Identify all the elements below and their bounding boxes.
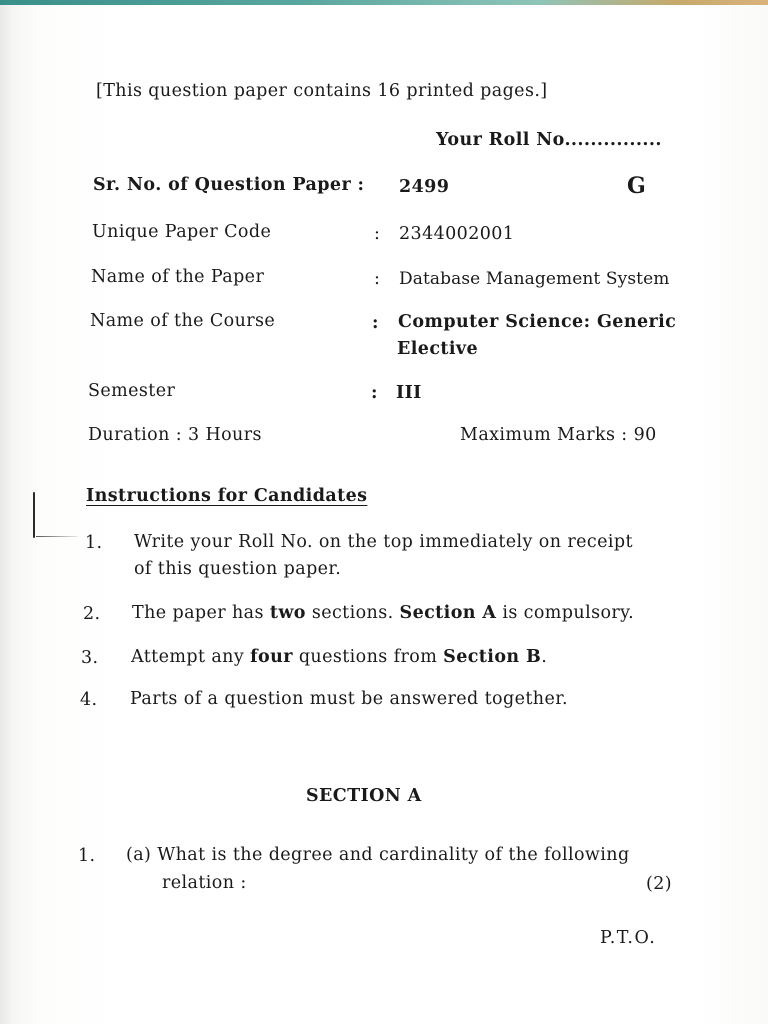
- instruction-3-text: Attempt any four questions from Section B.: [131, 647, 548, 667]
- paper-code-label: Unique Paper Code: [92, 222, 272, 242]
- instruction-1-number: 1.: [85, 533, 103, 553]
- margin-binding-mark: [33, 492, 35, 538]
- instruction-2-text: The paper has two sections. Section A is compulsory.: [132, 603, 635, 623]
- instruction-4-number: 4.: [80, 690, 98, 710]
- question-1a-line2: relation :: [162, 873, 247, 893]
- pto-note: P.T.O.: [600, 928, 657, 948]
- semester-colon: :: [371, 383, 378, 403]
- roll-number-field: Your Roll No...............: [436, 130, 662, 150]
- set-code: G: [627, 173, 647, 199]
- instruction-1-line2: of this question paper.: [134, 559, 342, 579]
- question-1-number: 1.: [78, 846, 96, 866]
- paper-name-label: Name of the Paper: [91, 267, 265, 287]
- question-1a-marks: (2): [646, 874, 672, 894]
- semester-label: Semester: [88, 381, 176, 401]
- instruction-3-number: 3.: [81, 648, 99, 668]
- margin-binding-tick: [36, 536, 78, 537]
- course-colon: :: [372, 313, 379, 333]
- sr-no-label: Sr. No. of Question Paper :: [93, 175, 365, 195]
- course-label: Name of the Course: [90, 311, 276, 331]
- paper-name-value: Database Management System: [399, 269, 670, 289]
- course-value-line2: Elective: [397, 339, 479, 359]
- page-count-note: [This question paper contains 16 printed pages.]: [96, 81, 548, 101]
- section-a-heading: SECTION A: [306, 786, 422, 806]
- page-top-edge: [0, 0, 768, 5]
- instruction-4-text: Parts of a question must be answered together.: [130, 689, 569, 709]
- paper-code-colon: :: [374, 224, 381, 244]
- paper-name-colon: :: [374, 269, 381, 289]
- question-1a-line1: (a) What is the degree and cardinality of the following: [126, 845, 630, 865]
- instructions-heading: Instructions for Candidates: [86, 486, 368, 506]
- course-value-line1: Computer Science: Generic: [398, 312, 677, 332]
- maximum-marks: Maximum Marks : 90: [460, 425, 657, 445]
- instruction-2-number: 2.: [83, 604, 101, 624]
- paper-code-value: 2344002001: [399, 224, 515, 244]
- duration: Duration : 3 Hours: [88, 425, 262, 445]
- semester-value: III: [396, 383, 422, 403]
- instruction-1-line1: Write your Roll No. on the top immediately on receipt: [134, 532, 633, 552]
- sr-no-value: 2499: [399, 177, 450, 197]
